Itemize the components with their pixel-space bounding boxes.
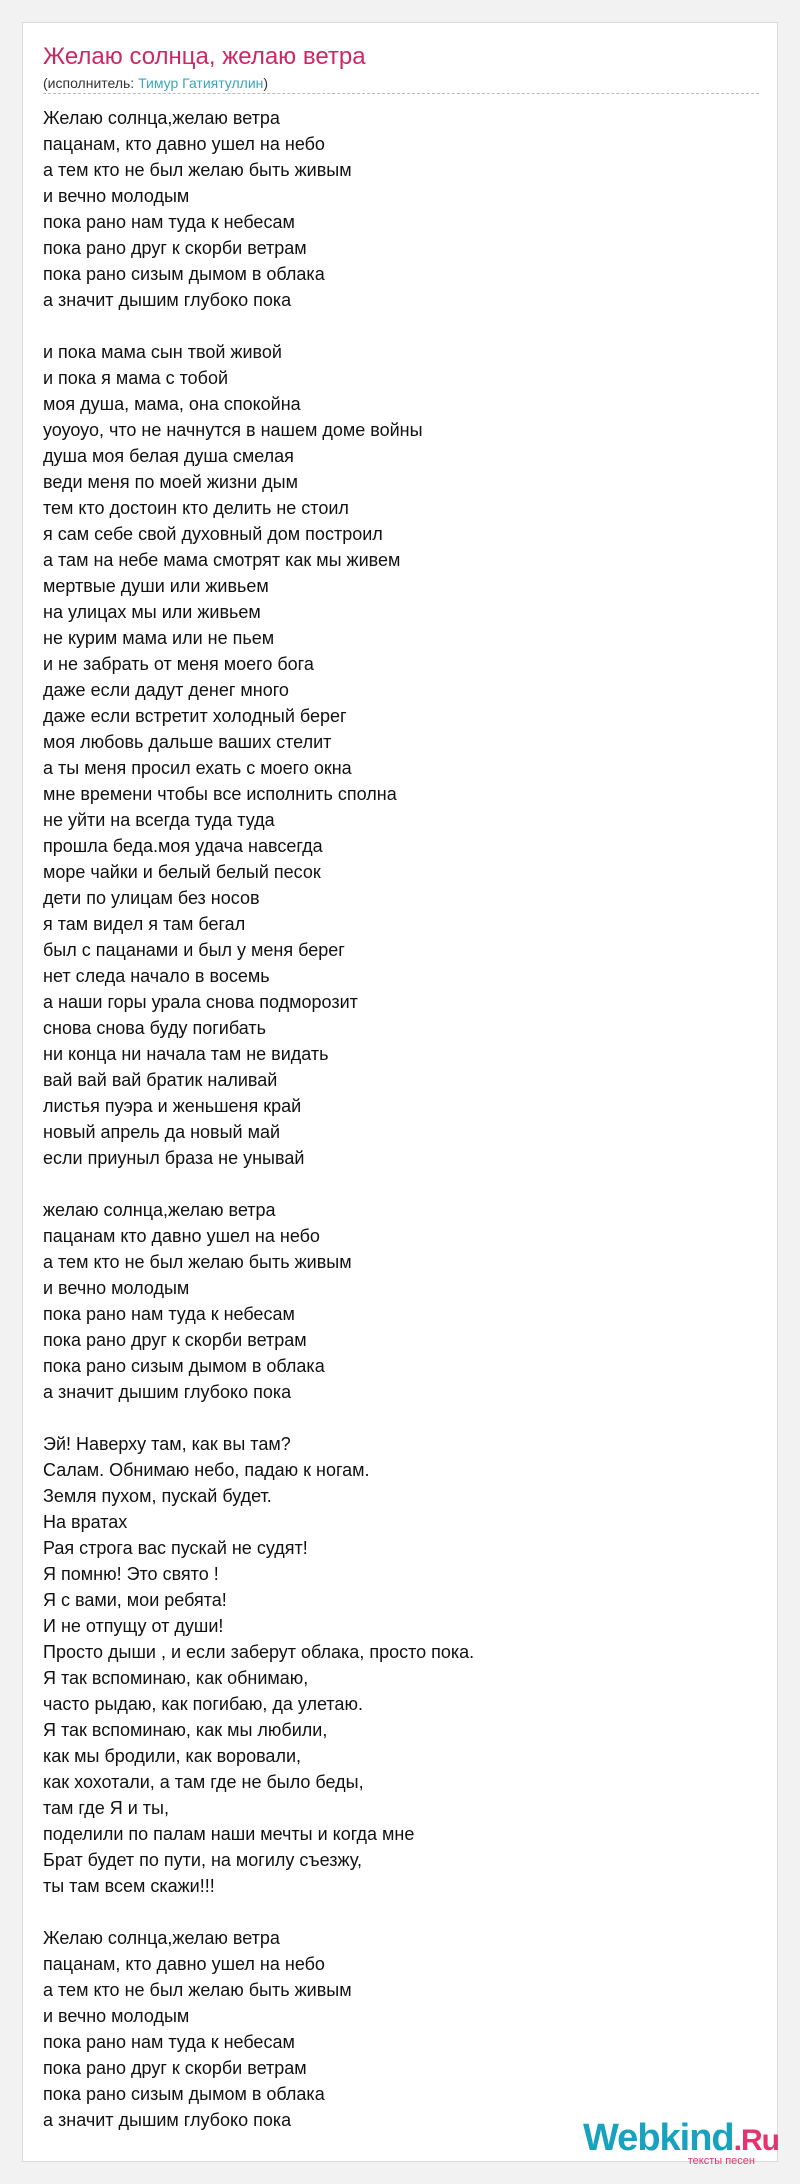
lyric-line: пацанам, кто давно ушел на небо: [43, 134, 325, 154]
lyric-line: прошла беда.моя удача навсегда: [43, 836, 323, 856]
webkind-logo[interactable]: [583, 2117, 779, 2169]
lyric-line: Желаю солнца,желаю ветра: [43, 108, 280, 128]
lyric-line: моя душа, мама, она спокойна: [43, 394, 301, 414]
lyric-line: Эй! Наверху там, как вы там?: [43, 1434, 291, 1454]
lyrics-text: [43, 105, 474, 2133]
lyric-line: новый апрель да новый май: [43, 1122, 281, 1142]
lyric-line: пока рано нам туда к небесам: [43, 212, 295, 232]
lyric-line: и вечно молодым: [43, 1278, 190, 1298]
lyric-line: Просто дыши , и если заберут облака, просто пока.: [43, 1642, 475, 1662]
lyric-line: душа моя белая душа смелая: [43, 446, 294, 466]
lyric-line: мне времени чтобы все исполнить сполна: [43, 784, 397, 804]
lyric-line: пока рано сизым дымом в облака: [43, 264, 325, 284]
lyric-line: Земля пухом, пускай будет.: [43, 1486, 272, 1506]
stanza-gap: [43, 1171, 474, 1197]
lyric-line: моя любовь дальше ваших стелит: [43, 732, 332, 752]
stanza-gap: [43, 313, 474, 339]
lyric-line: Я так вспоминаю, как обнимаю,: [43, 1668, 309, 1688]
stanza-gap: [43, 1899, 474, 1925]
lyric-line: а ты меня просил ехать с моего окна: [43, 758, 352, 778]
lyric-line: не уйти на всегда туда туда: [43, 810, 275, 830]
lyric-line: Я так вспоминаю, как мы любили,: [43, 1720, 328, 1740]
lyric-line: На вратах: [43, 1512, 128, 1532]
lyric-line: а там на небе мама смотрят как мы живем: [43, 550, 401, 570]
lyric-line: дети по улицам без носов: [43, 888, 260, 908]
lyric-line: Желаю солнца,желаю ветра: [43, 1928, 280, 1948]
lyric-line: поделили по палам наши мечты и когда мне: [43, 1824, 415, 1844]
title-divider: [43, 93, 759, 94]
logo-tld: .Ru: [733, 2124, 779, 2157]
lyric-line: Салам. Обнимаю небо, падаю к ногам.: [43, 1460, 370, 1480]
lyric-line: на улицах мы или живьем: [43, 602, 261, 622]
lyric-line: там где Я и ты,: [43, 1798, 169, 1818]
lyric-line: даже если дадут денег много: [43, 680, 289, 700]
lyric-line: тем кто достоин кто делить не стоил: [43, 498, 349, 518]
artist-link[interactable]: Тимур Гатиятуллин: [138, 75, 264, 91]
lyric-line: и вечно молодым: [43, 2006, 190, 2026]
song-title: Желаю солнца, желаю ветра: [43, 43, 366, 70]
artist-prefix: (исполнитель:: [43, 75, 139, 91]
logo-tagline: тексты песен: [687, 2155, 755, 2167]
lyric-line: пока рано сизым дымом в облака: [43, 2084, 325, 2104]
lyric-line: не курим мама или не пьем: [43, 628, 275, 648]
lyric-line: пока рано друг к скорби ветрам: [43, 2058, 307, 2078]
lyric-line: пока рано сизым дымом в облака: [43, 1356, 325, 1376]
lyric-line: желаю солнца,желаю ветра: [43, 1200, 276, 1220]
artist-line: [43, 75, 268, 91]
lyric-line: а тем кто не был желаю быть живым: [43, 160, 352, 180]
lyric-line: а значит дышим глубоко пока: [43, 290, 292, 310]
lyric-line: море чайки и белый белый песок: [43, 862, 321, 882]
lyric-line: пока рано друг к скорби ветрам: [43, 1330, 307, 1350]
lyric-line: пацанам, кто давно ушел на небо: [43, 1954, 325, 1974]
lyric-line: Брат будет по пути, на могилу съезжу,: [43, 1850, 362, 1870]
lyric-line: и вечно молодым: [43, 186, 190, 206]
lyric-line: вай вай вай братик наливай: [43, 1070, 278, 1090]
lyric-line: я сам себе свой духовный дом построил: [43, 524, 383, 544]
lyric-line: и пока я мама с тобой: [43, 368, 229, 388]
lyric-line: мертвые души или живьем: [43, 576, 269, 596]
lyric-line: И не отпущу от души!: [43, 1616, 224, 1636]
artist-suffix: ): [263, 75, 269, 91]
lyric-line: веди меня по моей жизни дым: [43, 472, 298, 492]
lyric-line: а наши горы урала снова подморозит: [43, 992, 358, 1012]
lyric-line: листья пуэра и женьшеня край: [43, 1096, 302, 1116]
lyric-line: Я с вами, мои ребята!: [43, 1590, 227, 1610]
lyric-line: как хохотали, а там где не было беды,: [43, 1772, 364, 1792]
lyric-line: даже если встретит холодный берег: [43, 706, 347, 726]
lyric-line: если приуныл браза не унывай: [43, 1148, 305, 1168]
lyric-line: был с пацанами и был у меня берег: [43, 940, 345, 960]
lyric-line: ни конца ни начала там не видать: [43, 1044, 329, 1064]
lyric-line: часто рыдаю, как погибаю, да улетаю.: [43, 1694, 363, 1714]
lyric-line: пацанам кто давно ушел на небо: [43, 1226, 320, 1246]
lyric-line: и пока мама сын твой живой: [43, 342, 282, 362]
lyric-line: а значит дышим глубоко пока: [43, 2110, 292, 2130]
lyric-line: а тем кто не был желаю быть живым: [43, 1980, 352, 2000]
lyrics-card: [22, 22, 779, 2167]
lyric-line: снова снова буду погибать: [43, 1018, 266, 1038]
lyric-line: как мы бродили, как воровали,: [43, 1746, 302, 1766]
lyric-line: пока рано друг к скорби ветрам: [43, 238, 307, 258]
lyric-line: пока рано нам туда к небесам: [43, 2032, 295, 2052]
stanza-gap: [43, 1405, 474, 1431]
lyric-line: Я помню! Это свято !: [43, 1564, 219, 1584]
lyric-line: а тем кто не был желаю быть живым: [43, 1252, 352, 1272]
lyric-line: а значит дышим глубоко пока: [43, 1382, 292, 1402]
lyric-line: Рая строга вас пускай не судят!: [43, 1538, 308, 1558]
lyric-line: я там видел я там бегал: [43, 914, 246, 934]
logo-main: Webkind: [583, 2117, 734, 2159]
lyric-line: и не забрать от меня моего бога: [43, 654, 314, 674]
lyric-line: ты там всем скажи!!!: [43, 1876, 215, 1896]
lyric-line: нет следа начало в восемь: [43, 966, 270, 986]
lyric-line: пока рано нам туда к небесам: [43, 1304, 295, 1324]
lyric-line: уоуоуо, что не начнутся в нашем доме войны: [43, 420, 423, 440]
